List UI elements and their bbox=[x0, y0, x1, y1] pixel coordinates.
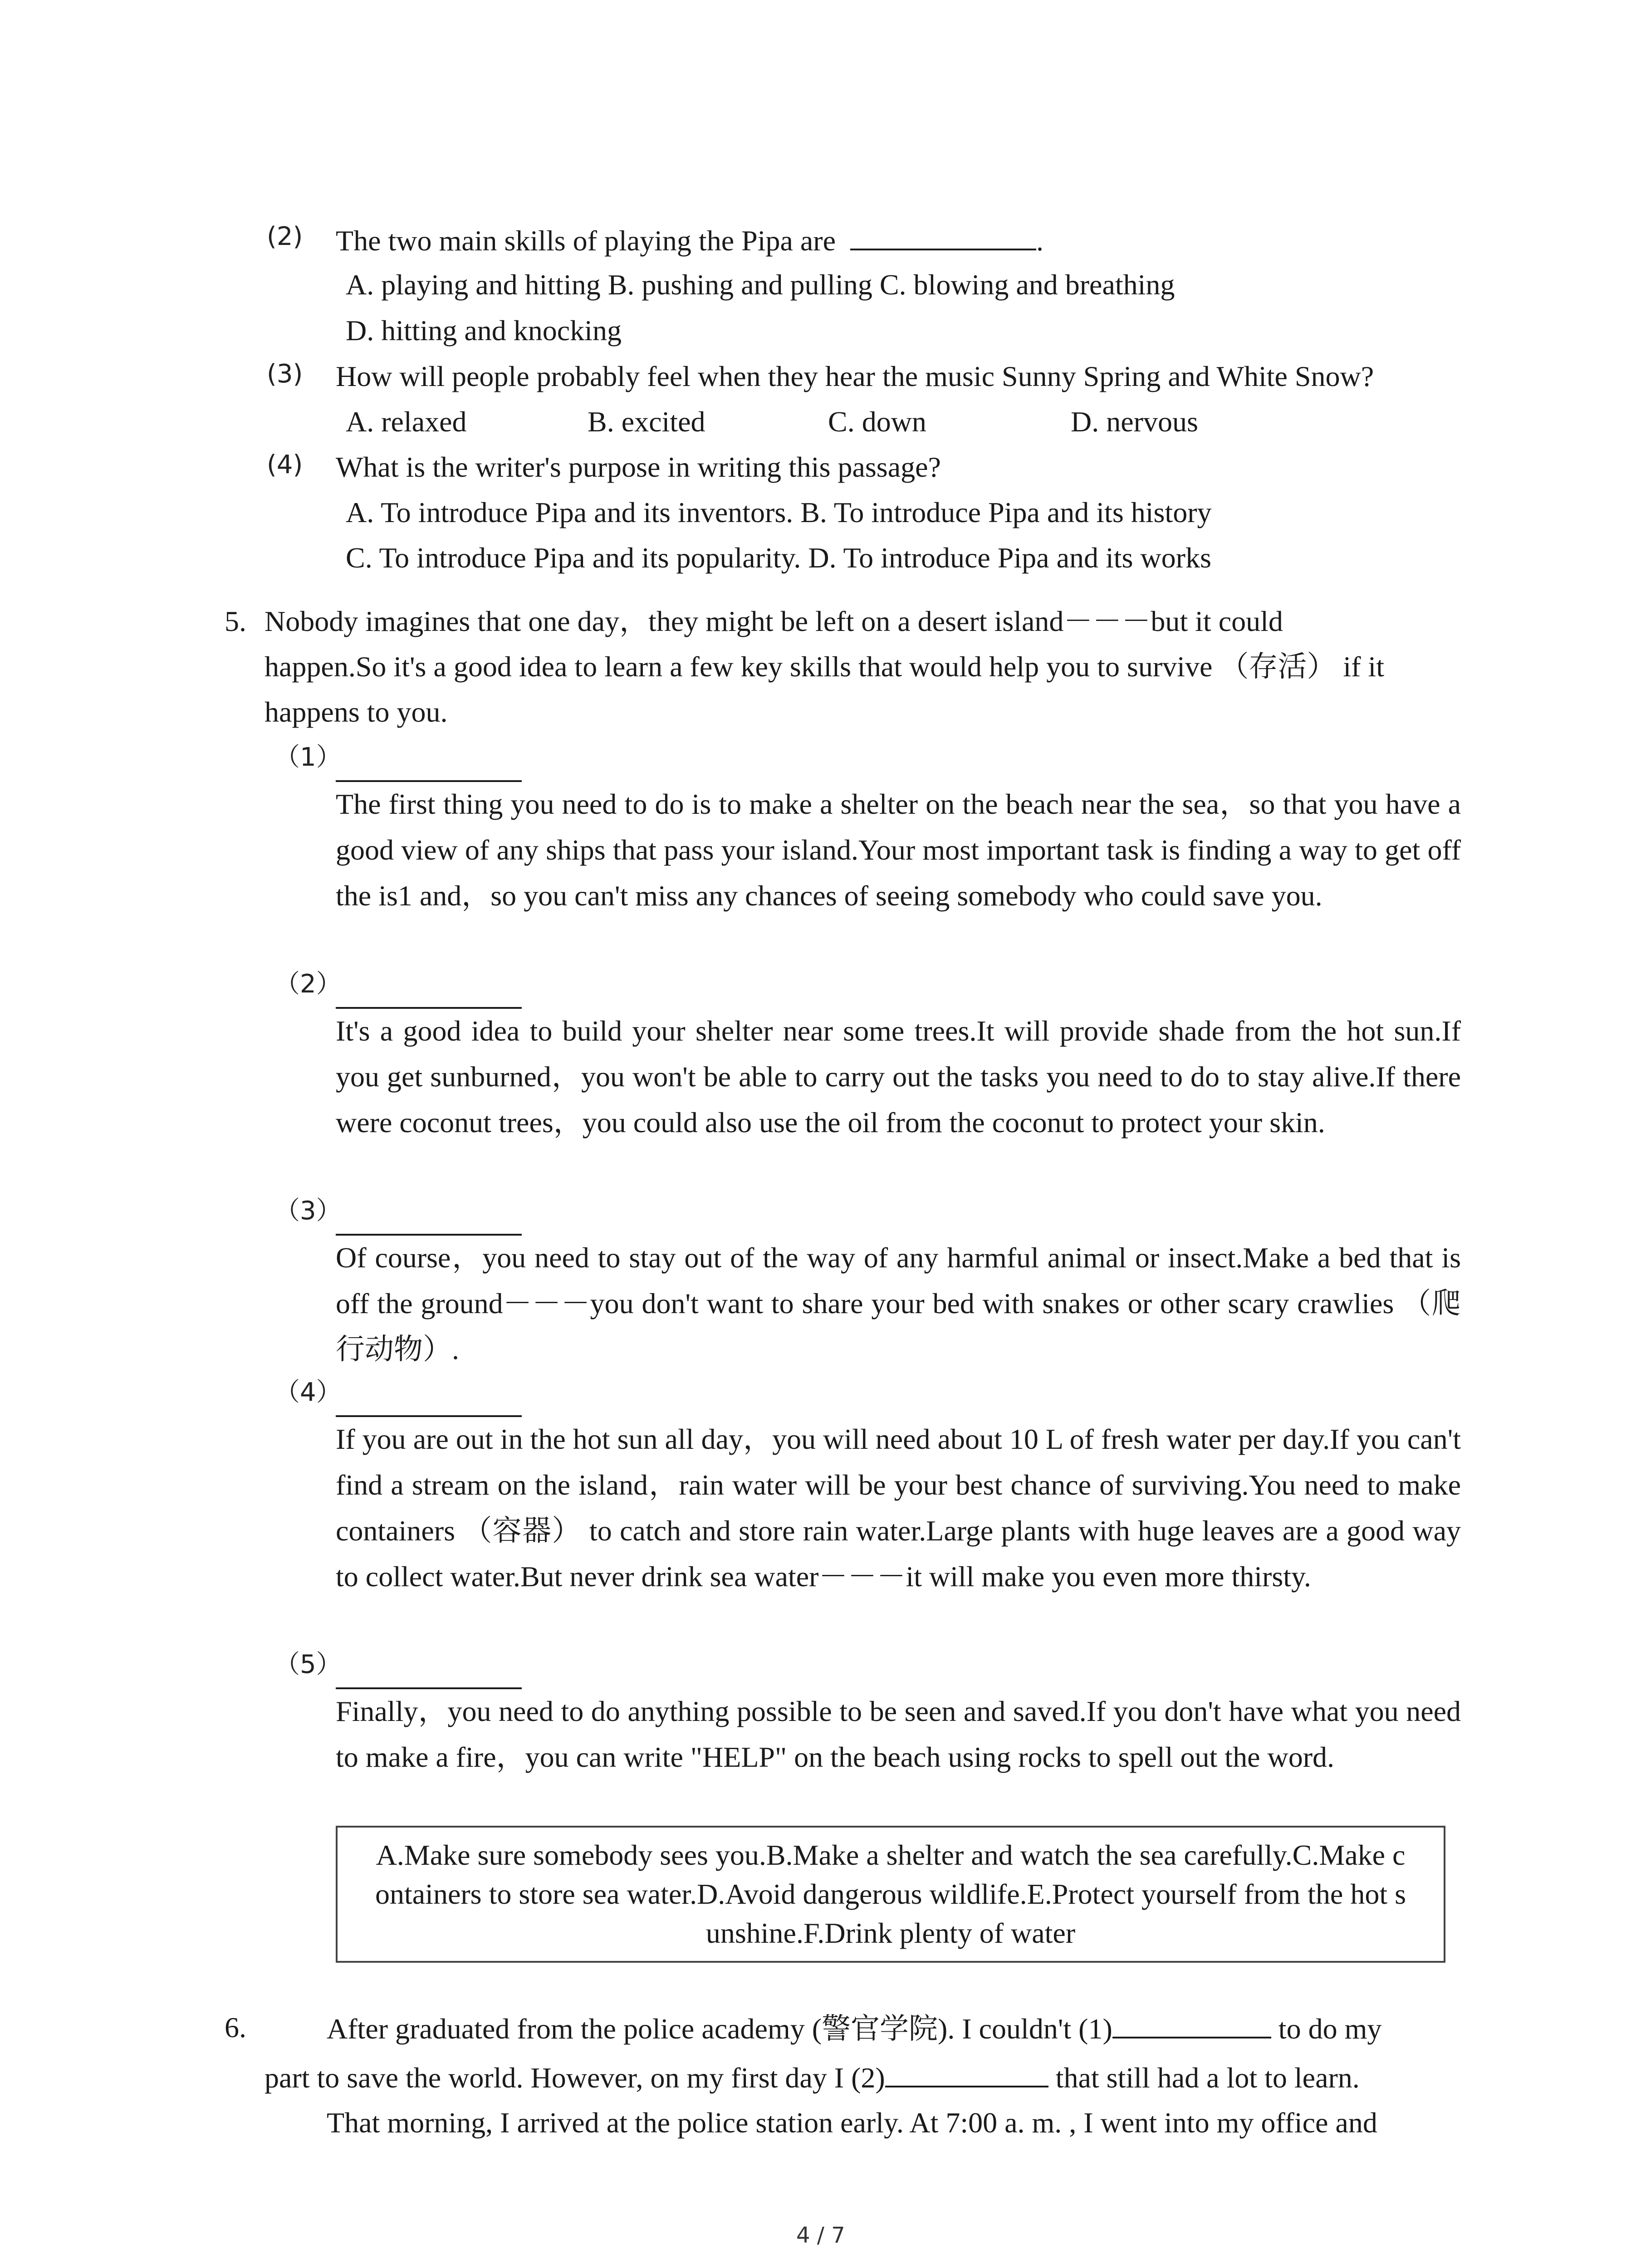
section-number: （4） bbox=[274, 1378, 342, 1407]
paragraph-text: It's a good idea to build your shelter near some trees.It will provide shade from the hot sun.If you get sunburned，you won't be able to carry out the tasks you need to do to stay alive.If there were coconut trees，you could also use the oil from the coconut to protect your skin. bbox=[336, 1015, 1461, 1139]
section-paragraph bbox=[336, 781, 1461, 919]
item-number: (3) bbox=[267, 359, 303, 389]
option-c: C. down bbox=[828, 406, 926, 438]
paragraph-text: Finally，you need to do anything possible to be seen and saved.If you don't have what you need to make a fire，you can write "HELP" on the beach using rocks to spell out the word. bbox=[336, 1695, 1461, 1773]
question-stem: The two main skills of playing the Pipa are bbox=[336, 225, 836, 257]
section-paragraph bbox=[336, 1416, 1461, 1599]
answer-blank[interactable] bbox=[336, 1202, 522, 1236]
question-number: 6. bbox=[225, 2011, 246, 2043]
options-line: D. hitting and knocking bbox=[346, 314, 622, 347]
q6-line bbox=[265, 2054, 1360, 2101]
q6-text: to do my bbox=[1278, 2013, 1382, 2045]
item-number: (2) bbox=[267, 222, 303, 251]
options-line: C. To introduce Pipa and its popularity. D. To introduce Pipa and its works bbox=[346, 542, 1211, 574]
options-line: A. To introduce Pipa and its inventors. B. To introduce Pipa and its history bbox=[346, 496, 1212, 528]
options-box-line: A.Make sure somebody sees you.B.Make a shelter and watch the sea carefully.C.Make c bbox=[376, 1839, 1406, 1871]
q6-text: part to save the world. However, on my first day I (2) bbox=[265, 2062, 885, 2094]
section-paragraph bbox=[336, 1688, 1461, 1780]
question-number: 5. bbox=[225, 605, 246, 637]
options-box-line: unshine.F.Drink plenty of water bbox=[705, 1917, 1076, 1949]
question-end: . bbox=[1036, 225, 1043, 257]
q6-text: After graduated from the police academy (警官学院). I couldn't (1) bbox=[327, 2013, 1112, 2045]
intro-line: happen.So it's a good idea to learn a few key skills that would help you to survive （存活） if it bbox=[265, 650, 1384, 683]
question-text: How will people probably feel when they hear the music Sunny Spring and White Snow? bbox=[336, 360, 1374, 392]
option-a: A. relaxed bbox=[346, 406, 467, 438]
item-number: (4) bbox=[267, 450, 303, 479]
answer-blank[interactable] bbox=[336, 975, 522, 1009]
options-line: A. playing and hitting B. pushing and pulling C. blowing and breathing bbox=[346, 269, 1175, 301]
option-d: D. nervous bbox=[1071, 406, 1198, 438]
section-paragraph bbox=[336, 1008, 1461, 1145]
q6-line: That morning, I arrived at the police station early. At 7:00 a. m. , I went into my office and bbox=[327, 2107, 1377, 2139]
answer-blank[interactable] bbox=[336, 1383, 522, 1417]
options-box bbox=[336, 1826, 1445, 1963]
answer-blank[interactable] bbox=[1112, 2005, 1271, 2038]
section-number: （3） bbox=[274, 1196, 342, 1226]
paragraph-text: If you are out in the hot sun all day，you will need about 10 L of fresh water per day.If you can't find a stream on the island，rain water will be your best chance of surviving.You need to make containers （容器） to catch and store rain water.Large plants with huge leaves are a good way to collect water.But never drink sea water－－－it will make you even more thirsty. bbox=[336, 1423, 1461, 1593]
section-number: （1） bbox=[274, 743, 342, 772]
question-text: What is the writer's purpose in writing this passage? bbox=[336, 451, 941, 483]
paragraph-text: Of course，you need to stay out of the way of any harmful animal or insect.Make a bed that is off the ground－－－you don't want to share your bed with snakes or other scary crawlies （爬行动物）. bbox=[336, 1242, 1461, 1365]
section-number: （2） bbox=[274, 969, 342, 999]
answer-blank[interactable] bbox=[336, 1656, 522, 1689]
answer-blank[interactable] bbox=[336, 748, 522, 782]
intro-line: Nobody imagines that one day，they might be left on a desert island－－－but it could bbox=[265, 605, 1283, 637]
paragraph-text: The first thing you need to do is to make a shelter on the beach near the sea，so that you have a good view of any ships that pass your island.Your most important task is finding a way to get off the is1 and，so you can't miss any chances of seeing somebody who could save you. bbox=[336, 788, 1461, 912]
page-number: 4 / 7 bbox=[796, 2223, 845, 2248]
section-number: （5） bbox=[274, 1650, 342, 1679]
q6-text: that still had a lot to learn. bbox=[1055, 2062, 1360, 2094]
section-paragraph bbox=[336, 1235, 1461, 1372]
q6-line bbox=[327, 2005, 1381, 2052]
question-text bbox=[336, 217, 1043, 264]
options-box-line: ontainers to store sea water.D.Avoid dangerous wildlife.E.Protect yourself from the hot s bbox=[375, 1878, 1406, 1910]
intro-line: happens to you. bbox=[265, 696, 448, 728]
answer-blank[interactable] bbox=[850, 217, 1036, 250]
option-b: B. excited bbox=[588, 406, 705, 438]
answer-blank[interactable] bbox=[885, 2054, 1048, 2087]
